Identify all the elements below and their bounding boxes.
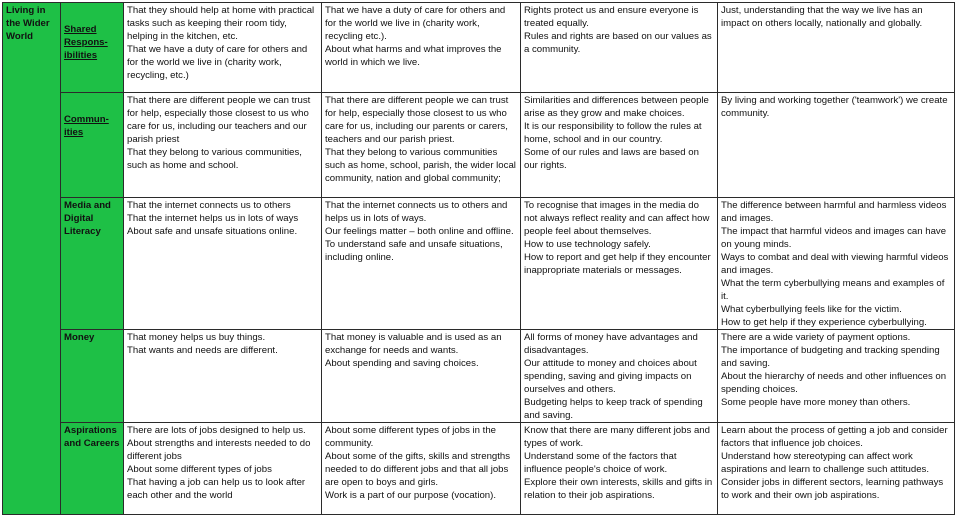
cell-line: It is our responsibility to follow the rules at home, school and in our country. — [524, 121, 702, 145]
stage-cell — [124, 198, 322, 330]
cell-line: All forms of money have advantages and disadvantages. — [524, 332, 698, 356]
curriculum-table — [2, 2, 955, 515]
cell-line: Our feelings matter – both online and offline. — [325, 226, 514, 237]
cell-line: Rules and rights are based on our values as a community. — [524, 31, 712, 55]
stage-cell — [521, 198, 718, 330]
cell-line: Consider jobs in different sectors, learning pathways to work and their own job aspirations. — [721, 477, 944, 501]
cell-line: What the term cyberbullying means and examples of it. — [721, 278, 945, 302]
topic-text: Commun-ities — [64, 114, 109, 138]
cell-line: That they belong to various communities such as home, school, parish, the wider local community, nation and global community; — [325, 147, 516, 184]
cell-line: What cyberbullying feels like for the victim. — [721, 304, 902, 315]
table-row — [3, 330, 955, 423]
stage-cell — [322, 330, 521, 423]
topic-label — [61, 330, 124, 423]
stage-cell — [718, 423, 955, 515]
topic-text: Money — [64, 332, 95, 343]
cell-line: That there are different people we can trust for help, especially those closest to us who care for us, including our teachers and our parish priest — [127, 95, 311, 145]
cell-line: Understand some of the factors that influence people's choice of work. — [524, 451, 677, 475]
cell-line: How to report and get help if they encounter inappropriate materials or messages. — [524, 252, 711, 276]
cell-line: To recognise that images in the media do not always reflect reality and can affect how people feel about themselves. — [524, 200, 710, 237]
cell-line: About what harms and what improves the world in which we live. — [325, 44, 502, 68]
cell-line: To understand safe and unsafe situations, including online. — [325, 239, 503, 263]
cell-line: That having a job can help us to look after each other and the world — [127, 477, 306, 501]
cell-line: Some of our rules and laws are based on our rights. — [524, 147, 699, 171]
stage-cell — [718, 330, 955, 423]
cell-line: The difference between harmful and harmless videos and images. — [721, 200, 947, 224]
stage-cell — [322, 198, 521, 330]
cell-line: The impact that harmful videos and images can have on young minds. — [721, 226, 947, 250]
stage-cell — [124, 330, 322, 423]
cell-line: About safe and unsafe situations online. — [127, 226, 298, 237]
cell-line: That money is valuable and is used as an exchange for needs and wants. — [325, 332, 502, 356]
cell-line: About some different types of jobs in the community. — [325, 425, 497, 449]
topic-label — [61, 3, 124, 93]
topic-label — [61, 93, 124, 198]
topic-label — [61, 198, 124, 330]
stage-cell — [718, 93, 955, 198]
cell-line: How to get help if they experience cyberbullying. — [721, 317, 927, 328]
cell-line: Learn about the process of getting a job and consider factors that influence job choices. — [721, 425, 948, 449]
cell-line: Know that there are many different jobs and types of work. — [524, 425, 710, 449]
stage-cell — [521, 93, 718, 198]
cell-line: That they belong to various communities, such as home and school. — [127, 147, 302, 171]
cell-line: About strengths and interests needed to do different jobs — [127, 438, 311, 462]
table-row — [3, 3, 955, 93]
table-row — [3, 198, 955, 330]
stage-cell — [322, 423, 521, 515]
cell-line: Work is a part of our purpose (vocation). — [325, 490, 496, 501]
stage-cell — [521, 330, 718, 423]
cell-line: Our attitude to money and choices about spending, saving and giving impacts on ourselves and others. — [524, 358, 697, 395]
cell-line: About spending and saving choices. — [325, 358, 479, 369]
cell-line: That the internet connects us to others and helps us in lots of ways. — [325, 200, 508, 224]
cell-line: Similarities and differences between people arise as they grow and make choices. — [524, 95, 709, 119]
cell-line: How to use technology safely. — [524, 239, 651, 250]
cell-line: That we have a duty of care for others and for the world we live in (charity work, recycling etc.). — [325, 5, 506, 42]
cell-line: Understand how stereotyping can affect work aspirations and learn to challenge such attitudes. — [721, 451, 929, 475]
cell-line: Just, understanding that the way we live has an impact on others locally, nationally and globally. — [721, 5, 923, 29]
cell-line: That we have a duty of care for others and for the world we live in (charity work, recycling, etc.) — [127, 44, 308, 81]
cell-line: Budgeting helps to keep track of spending and saving. — [524, 397, 703, 421]
topic-text: Aspirations and Careers — [64, 425, 120, 449]
stage-cell — [718, 3, 955, 93]
topic-label — [61, 423, 124, 515]
topic-text: Media and Digital Literacy — [64, 200, 111, 237]
cell-line: That there are different people we can trust for help, especially those closest to us who care for us, including our parents or carers, teachers and our parish priest. — [325, 95, 509, 145]
cell-line: About some different types of jobs — [127, 464, 272, 475]
cell-line: Rights protect us and ensure everyone is treated equally. — [524, 5, 699, 29]
cell-line: That the internet connects us to others — [127, 200, 291, 211]
cell-line: That they should help at home with practical tasks such as keeping their room tidy, helping in the kitchen, etc. — [127, 5, 315, 42]
cell-line: Ways to combat and deal with viewing harmful videos and images. — [721, 252, 949, 276]
cell-line: Explore their own interests, skills and gifts in relation to their job aspirations. — [524, 477, 713, 501]
cell-line: About some of the gifts, skills and strengths needed to do different jobs and that all jobs are open to boys and girls. — [325, 451, 511, 488]
stage-cell — [521, 3, 718, 93]
cell-line: That wants and needs are different. — [127, 345, 278, 356]
table-row — [3, 93, 955, 198]
cell-line: About the hierarchy of needs and other influences on spending choices. — [721, 371, 947, 395]
stage-cell — [718, 198, 955, 330]
cell-line: That the internet helps us in lots of ways — [127, 213, 299, 224]
area-label: Living in the Wider World — [3, 3, 61, 515]
cell-line: Some people have more money than others. — [721, 397, 911, 408]
cell-line: By living and working together ('teamwork') we create community. — [721, 95, 948, 119]
stage-cell — [124, 3, 322, 93]
stage-cell — [521, 423, 718, 515]
topic-text: Shared Respons-ibilities — [64, 24, 108, 61]
stage-cell — [124, 423, 322, 515]
stage-cell — [322, 93, 521, 198]
cell-line: The importance of budgeting and tracking spending and saving. — [721, 345, 940, 369]
cell-line: That money helps us buy things. — [127, 332, 266, 343]
stage-cell — [322, 3, 521, 93]
stage-cell — [124, 93, 322, 198]
table-row — [3, 423, 955, 515]
cell-line: There are a wide variety of payment options. — [721, 332, 911, 343]
cell-line: There are lots of jobs designed to help us. — [127, 425, 306, 436]
